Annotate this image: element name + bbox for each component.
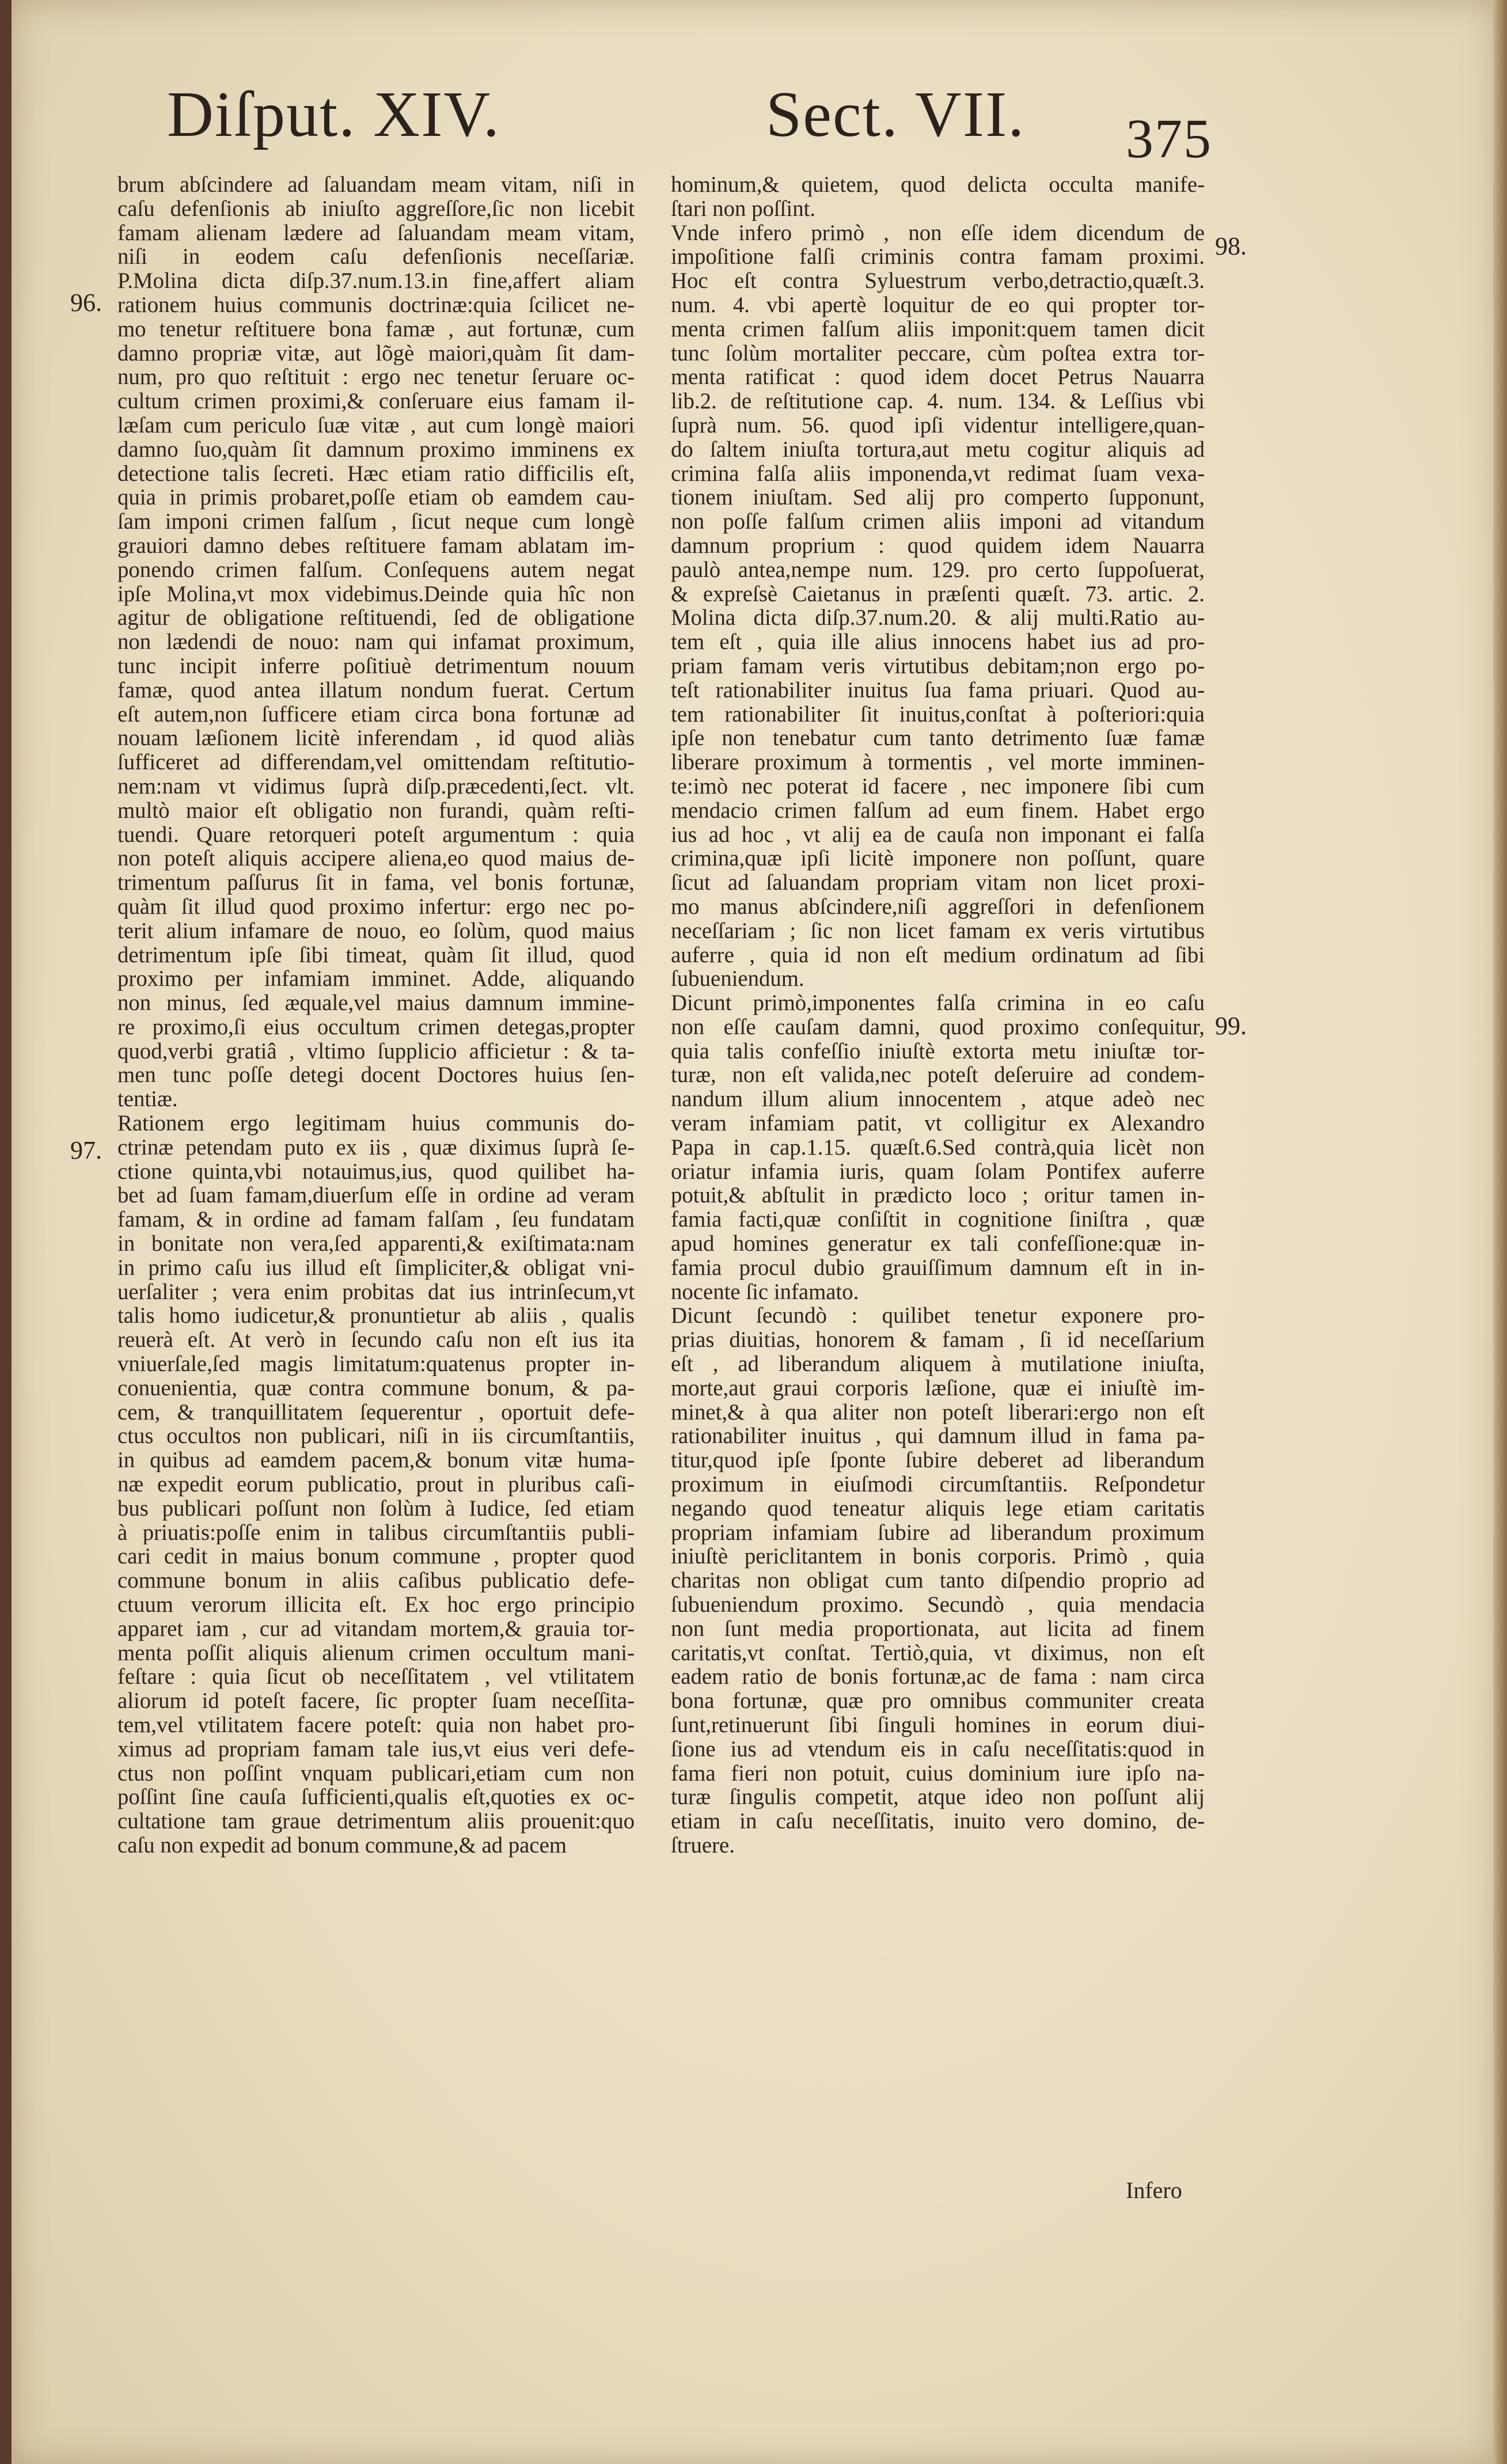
text-line: prias diuitias, honorem & famam , ſi id neceſſarium xyxy=(671,1328,1205,1353)
text-line: in primo caſu ius illud eſt ſimpliciter,& obligat vni- xyxy=(117,1255,635,1280)
text-line: cultatione tam graue detrimentum aliis prouenit:quo xyxy=(117,1809,635,1833)
text-line: commune bonum in aliis caſibus publicatio defe- xyxy=(117,1569,635,1593)
text-line: non ſunt media proportionata, aut licita ad finem xyxy=(671,1616,1205,1641)
text-line: ſufficeret ad differendam,vel omittendam reſtitutio- xyxy=(117,750,635,774)
text-line: turæ, non eſt valida,nec poteſt deſeruire ad condem- xyxy=(671,1063,1205,1088)
text-line: damno propriæ vitæ, aut lõgè maiori,quàm ſit dam- xyxy=(117,341,635,366)
text-line: feſtare : quia ſicut ob neceſſitatem , vel vtilitatem xyxy=(117,1665,635,1690)
text-line: à priuatis:poſſe enim in talibus circumſtantiis publi- xyxy=(117,1520,635,1545)
text-line: non eſſe cauſam damni, quod proximo conſequitur, xyxy=(671,1015,1205,1039)
text-line: do ſaltem iniuſta tortura,aut metu cogitur aliquis ad xyxy=(671,437,1205,462)
text-line: impoſitione falſi criminis contra famam proximi. xyxy=(671,245,1205,269)
text-line: apparet iam , cur ad vitandam mortem,& grauia tor- xyxy=(117,1616,635,1641)
text-line: oriatur infamia iuris, quam ſolam Pontifex auferre xyxy=(671,1159,1205,1184)
text-line: caritatis,vt conſtat. Tertiò,quia, vt diximus, non eſt xyxy=(671,1641,1205,1665)
text-line: liberare proximum à tormentis , vel morte imminen- xyxy=(671,750,1205,774)
text-line: cari cedit in maius bonum commune , propter quod xyxy=(117,1544,635,1569)
text-line: ſam imponi crimen falſum , ſicut neque cum longè xyxy=(117,510,635,534)
text-line: Molina dicta diſp.37.num.20. & alij multi.Ratio au- xyxy=(671,606,1205,631)
text-line: agitur de obligatione reſtituendi, ſed de obligatione xyxy=(117,606,635,631)
text-line: brum abſcindere ad ſaluandam meam vitam, niſi in xyxy=(117,173,635,197)
text-line: talis homo iudicetur,& pronuntietur ab aliis , qualis xyxy=(117,1304,635,1328)
text-line: damno ſuo,quàm ſit damnum proximo imminens ex xyxy=(117,437,635,462)
margin-number-97: 97. xyxy=(70,1136,102,1164)
left-column xyxy=(117,173,635,1858)
text-line: quia in primis probaret,poſſe etiam ob eamdem cau- xyxy=(117,485,635,510)
text-line: cem, & tranquillitatem ſequerentur , oportuit defe- xyxy=(117,1400,635,1425)
text-line: quia talis confeſſio iniuſtè extorta metu iniuſtæ tor- xyxy=(671,1039,1205,1064)
text-line: minet,& à qua aliter non poteſt liberari:ergo non eſt xyxy=(671,1400,1205,1425)
text-line: teſt rationabiliter inuitus ſua fama priuari. Quod au- xyxy=(671,678,1205,703)
text-line: Papa in cap.1.15. quæſt.6.Sed contrà,quia licèt non xyxy=(671,1135,1205,1160)
text-line: negando quod teneatur aliquis lege etiam caritatis xyxy=(671,1496,1205,1521)
text-line: lib.2. de reſtitutione cap. 4. num. 134. & Leſſius vbi xyxy=(671,389,1205,413)
text-line: multò maior eſt obligatio non furandi, quàm reſti- xyxy=(117,798,635,823)
text-line: eſt , ad liberandum aliquem à mutilatione iniuſta, xyxy=(671,1352,1205,1376)
text-line: Dicunt ſecundò : quilibet tenetur exponere pro- xyxy=(671,1304,1205,1328)
text-line: ſuprà num. 56. quod ipſi videntur intelligere,quan- xyxy=(671,413,1205,438)
text-line: num, pro quo reſtituit : ergo nec tenetur ſeruare oc- xyxy=(117,365,635,390)
text-line: titur,quod ipſe ſponte ſubire deberet ad liberandum xyxy=(671,1448,1205,1473)
text-line: ſubueniendum proximo. Secundò , quia mendacia xyxy=(671,1593,1205,1617)
text-line: non minus, ſed æquale,vel maius damnum immine- xyxy=(117,991,635,1015)
text-line: eadem ratio de bonis fortunæ,ac de fama : nam circa xyxy=(671,1665,1205,1690)
text-line: tem eſt , quia ille alius innocens habet ius ad pro- xyxy=(671,630,1205,654)
text-line: ſunt,retinuerunt ſibi ſinguli homines in eorum diui- xyxy=(671,1713,1205,1737)
text-line: famia facti,quæ conſiſtit in cognitione ſiniſtra , quæ xyxy=(671,1208,1205,1232)
text-line: menta ratificat : quod idem docet Petrus Nauarra xyxy=(671,365,1205,390)
text-line: ſtari non poſſint. xyxy=(671,196,816,221)
catchword: Infero xyxy=(1126,2177,1182,2203)
text-line: menta poſſit aliquis alienum crimen occultum mani- xyxy=(117,1641,635,1665)
text-line: etiam in caſu neceſſitatis, inuito vero domino, de- xyxy=(671,1809,1205,1833)
text-line: num. 4. vbi apertè loquitur de eo qui propter tor- xyxy=(671,293,1205,317)
text-line: hominum,& quietem, quod delicta occulta manife- xyxy=(671,173,1205,197)
text-line: ponendo crimen falſum. Conſequens autem negat xyxy=(117,557,635,582)
text-line: ſtruere. xyxy=(671,1833,735,1858)
text-line: famam alienam lædere ad ſaluandam meam vitam, xyxy=(117,221,635,245)
text-line: proximo per infamiam imminet. Adde, aliquando xyxy=(117,967,635,992)
text-line: eſt autem,non ſufficere etiam circa bona fortunæ ad xyxy=(117,702,635,727)
text-line: tionem iniuſtam. Sed alij pro comperto ſupponunt, xyxy=(671,485,1205,510)
text-line: famam, & in ordine ad famam falſam , ſeu fundatam xyxy=(117,1208,635,1232)
text-line: tunc ſolùm mortaliter peccare, cùm poſtea extra tor- xyxy=(671,341,1205,366)
text-line: P.Molina dicta diſp.37.num.13.in fine,affert aliam xyxy=(117,269,635,293)
text-line: mo tenetur reſtituere bona famæ , aut fortunæ, cum xyxy=(117,317,635,341)
text-line: Vnde infero primò , non eſſe idem dicendum de xyxy=(671,221,1205,245)
text-line: poſſint ſine cauſa ſufficienti,qualis eſt,quoties ex oc- xyxy=(117,1785,635,1810)
text-line: bet ad ſuam famam,diuerſum eſſe in ordine ad veram xyxy=(117,1183,635,1208)
text-line: non lædendi de nouo: nam qui infamat proximum, xyxy=(117,630,635,654)
text-line: aliorum id poteſt facere, ſic propter ſuam neceſſita- xyxy=(117,1689,635,1713)
text-line: nandum illum alium innocentem , atque adeò nec xyxy=(671,1087,1205,1112)
text-line: ſubueniendum. xyxy=(671,967,804,992)
text-line: charitas non obligat cum tanto diſpendio proprio ad xyxy=(671,1569,1205,1593)
text-line: tem rationabiliter ſit inuitus,conſtat à poſteriori:quia xyxy=(671,702,1205,727)
text-line: tunc incipit inferre poſitiuè detrimentum nouum xyxy=(117,654,635,678)
text-line: tuendi. Quare retorqueri poteſt argumentum : quia xyxy=(117,822,635,847)
text-line: nouam læſionem licitè inferendam , id quod aliàs xyxy=(117,726,635,751)
text-line: caſu non expedit ad bonum commune,& ad pacem xyxy=(117,1833,567,1858)
running-head-left: Diſput. XIV. xyxy=(167,79,500,150)
text-line: nocente ſic infamato. xyxy=(671,1280,859,1304)
text-line: fama fieri non potuit, cuius dominium iure ipſo na- xyxy=(671,1761,1205,1786)
text-line: in quibus ad eamdem pacem,& bonum vitæ huma- xyxy=(117,1448,635,1473)
text-line: non poteſt aliquis accipere aliena,eo quod maius de- xyxy=(117,846,635,871)
text-line: conuenientia, quæ contra commune bonum, & pa- xyxy=(117,1376,635,1400)
text-line: neceſſariam ; ſic non licet famam ex veris virtutibus xyxy=(671,918,1205,943)
text-line: detectione talis ſecreti. Hæc etiam ratio difficilis eſt, xyxy=(117,461,635,486)
running-head-center: Sect. VII. xyxy=(766,79,1026,150)
margin-number-96: 96. xyxy=(70,288,102,317)
text-line: re proximo,ſi eius occultum crimen detegas,propter xyxy=(117,1015,635,1039)
text-line: Rationem ergo legitimam huius communis do- xyxy=(117,1111,635,1136)
text-line: ipſe Molina,vt mox videbimus.Deinde quia hîc non xyxy=(117,582,635,606)
text-line: rationem huius communis doctrinæ:quia ſcilicet ne- xyxy=(117,293,635,317)
text-line: bus publicari poſſunt non ſolùm à Iudice, ſed etiam xyxy=(117,1496,635,1521)
text-line: paulò antea,nempe num. 129. pro certo ſuppoſuerat, xyxy=(671,557,1205,582)
text-line: ius ad hoc , vt alij ea de cauſa non imponant ei falſa xyxy=(671,822,1205,847)
text-line: niſi in eodem caſu defenſionis neceſſariæ. xyxy=(117,245,635,269)
text-line: quod,verbi gratiâ , vltimo ſupplicio afficietur : & ta- xyxy=(117,1039,635,1064)
text-line: ſione ius ad vtendum eis in caſu neceſſitatis:quod in xyxy=(671,1737,1205,1761)
text-line: auferre , quia id non eſt medium ordinatum ad ſibi xyxy=(671,943,1205,967)
text-line: vniuerſale,ſed magis limitatum:quatenus propter in- xyxy=(117,1352,635,1376)
text-line: læſam cum periculo ſuæ vitæ , aut cum longè maiori xyxy=(117,413,635,438)
text-line: menta crimen falſum aliis imponit:quem tamen dicit xyxy=(671,317,1205,341)
text-line: trimentum paſſurus ſit in fama, vel bonis fortunæ, xyxy=(117,871,635,895)
text-line: grauiori damno debes reſtituere famam ablatam im- xyxy=(117,533,635,558)
text-line: turæ ſingulis competit, atque ideo non poſſunt alij xyxy=(671,1785,1205,1810)
text-line: veram infamiam patit, vt colligitur ex Alexandro xyxy=(671,1111,1205,1136)
text-line: & expreſsè Caietanus in præſenti quæſt. 73. artic. 2. xyxy=(671,582,1205,606)
text-line: nem:nam vt vidimus ſuprà diſp.præcedenti,ſect. vlt. xyxy=(117,774,635,799)
text-line: terit alium infamare de nouo, eo ſolùm, quod maius xyxy=(117,918,635,943)
text-line: men tunc poſſe detegi docent Doctores huius ſen- xyxy=(117,1063,635,1088)
text-line: tentiæ. xyxy=(117,1087,178,1112)
text-line: bona fortunæ, quæ pro omnibus communiter creata xyxy=(671,1689,1205,1713)
text-line: ctrinæ petendam puto ex iis , quæ diximus ſuprà ſe- xyxy=(117,1135,635,1160)
text-line: tem,vel vtilitatem facere poteſt: quia non habet pro- xyxy=(117,1713,635,1737)
text-line: detrimentum ipſe ſibi timeat, quàm ſit illud, quod xyxy=(117,943,635,967)
text-line: te:imò nec poterat id facere , nec imponere ſibi cum xyxy=(671,774,1205,799)
text-line: ipſe non tenebatur cum tanto detrimento ſuæ famæ xyxy=(671,726,1205,751)
text-line: ctus occultos non publicari, niſi in iis circumſtantiis, xyxy=(117,1424,635,1449)
text-line: mo manus abſcindere,niſi aggreſſori in defenſionem xyxy=(671,894,1205,919)
text-line: crimina,quæ ipſi licitè imponere non poſſunt, quare xyxy=(671,846,1205,871)
text-line: potuit,& abſtulit in prædicto loco ; oritur tamen in- xyxy=(671,1183,1205,1208)
text-line: rationabiliter inuitus , qui damnum illud in fama pa- xyxy=(671,1424,1205,1449)
right-column xyxy=(671,173,1205,1858)
text-line: ctuum verorum illicita eſt. Ex hoc ergo principio xyxy=(117,1593,635,1617)
text-line: morte,aut graui corporis læſione, quæ ei iniuſtè im- xyxy=(671,1376,1205,1400)
text-line: uerſaliter ; vera enim probitas dat ius intrinſecum,vt xyxy=(117,1280,635,1304)
text-line: famia procul dubio grauiſſimum damnum eſt in in- xyxy=(671,1255,1205,1280)
text-line: Dicunt primò,imponentes falſa crimina in eo caſu xyxy=(671,991,1205,1015)
text-line: ſicut ad ſaluandam propriam vitam non licet proxi- xyxy=(671,871,1205,895)
text-line: proximum in eiuſmodi circumſtantiis. Reſpondetur xyxy=(671,1472,1205,1497)
page-edge xyxy=(1493,0,1507,2464)
text-line: ctus non poſſint vnquam publicari,etiam cum non xyxy=(117,1761,635,1786)
text-line: famæ, quod antea illatum nondum fuerat. Certum xyxy=(117,678,635,703)
text-line: crimina falſa aliis imponenda,vt redimat ſuam vexa- xyxy=(671,461,1205,486)
text-line: cultum crimen proximi,& conſeruare eius famam il- xyxy=(117,389,635,413)
margin-number-99: 99. xyxy=(1215,1012,1247,1040)
text-line: non poſſe falſum crimen aliis imponi ad vitandum xyxy=(671,510,1205,534)
text-line: priam famam veris virtutibus debitam;non ergo po- xyxy=(671,654,1205,678)
text-line: in bonitate non vera,ſed apparenti,& exiſtimata:nam xyxy=(117,1232,635,1256)
text-line: mendacio crimen falſum ad eum finem. Habet ergo xyxy=(671,798,1205,823)
text-line: apud homines generatur ex tali confeſſione:quæ in- xyxy=(671,1232,1205,1256)
page-number: 375 xyxy=(1126,108,1212,169)
text-line: damnum proprium : quod quidem idem Nauarra xyxy=(671,533,1205,558)
text-line: ximus ad propriam famam tale ius,vt eius veri defe- xyxy=(117,1737,635,1761)
text-line: ctione quinta,vbi notauimus,ius, quod quilibet ha- xyxy=(117,1159,635,1184)
text-line: Hoc eſt contra Syluestrum verbo,detractio,quæſt.3. xyxy=(671,269,1205,293)
text-line: propriam infamiam ſubire ad liberandum proximum xyxy=(671,1520,1205,1545)
text-line: næ expedit eorum publicatio, prout in pluribus caſi- xyxy=(117,1472,635,1497)
text-line: reuerà eſt. At verò in ſecundo caſu non eſt ius ita xyxy=(117,1328,635,1353)
text-line: iniuſtè periclitantem in bonis corporis. Primò , quia xyxy=(671,1544,1205,1569)
text-line: caſu defenſionis ab iniuſto aggreſſore,ſic non licebit xyxy=(117,196,635,221)
text-line: quàm ſit illud quod proximo infertur: ergo nec po- xyxy=(117,894,635,919)
margin-number-98: 98. xyxy=(1215,232,1247,260)
